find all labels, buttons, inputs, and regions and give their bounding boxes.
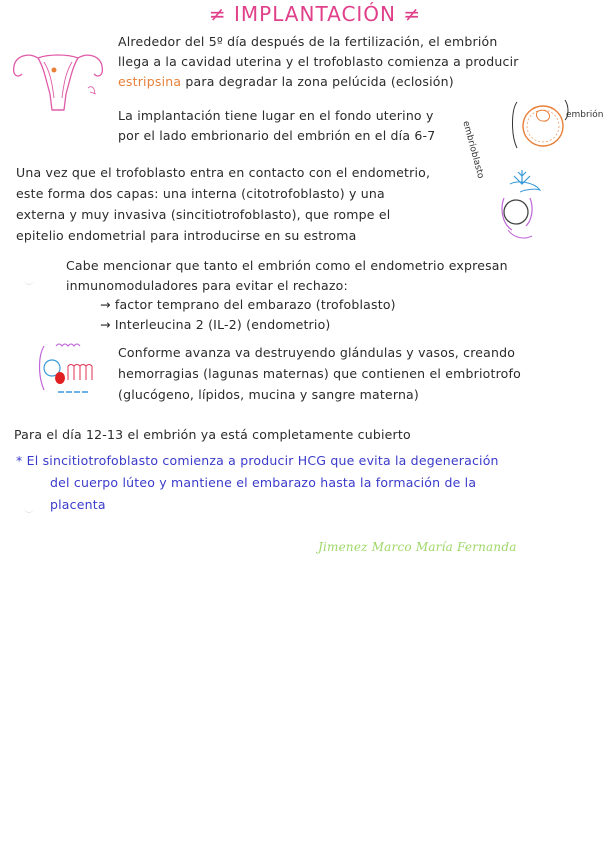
para7-line3: placenta xyxy=(50,497,106,512)
estripsina-highlight: estripsina xyxy=(118,74,182,89)
para4-line2: inmunomoduladores para evitar el rechazo: xyxy=(66,278,348,293)
para1-line3-rest: para degradar la zona pelúcida (eclosión) xyxy=(185,74,454,89)
para4-item1: → factor temprano del embarazo (trofoblasto) xyxy=(100,297,396,312)
para5-line2: hemorragias (lagunas maternas) que contienen el embriotrofo xyxy=(118,366,521,381)
para2-line1: La implantación tiene lugar en el fondo uterino y xyxy=(118,108,434,123)
para3-line2: este forma dos capas: una interna (citotrofoblasto) y una xyxy=(16,186,385,201)
para1-line3 xyxy=(118,74,454,89)
para3-line3: externa y muy invasiva (sincitiotrofoblasto), que rompe el xyxy=(16,207,391,222)
page-title: ≠ IMPLANTACIÓN ≠ xyxy=(208,2,422,26)
binder-hole-mark xyxy=(24,508,34,513)
embrioblasto-label: embrioblasto xyxy=(460,120,486,180)
para3-line1: Una vez que el trofoblasto entra en contacto con el endometrio, xyxy=(16,165,431,180)
binder-hole-mark xyxy=(24,280,34,285)
para4-item2: → Interleucina 2 (IL-2) (endometrio) xyxy=(100,317,331,332)
trophoblast-diagram-icon xyxy=(494,168,556,244)
para3-line4: epitelio endometrial para introducirse en su estroma xyxy=(16,228,357,243)
para6-line1: Para el día 12-13 el embrión ya está completamente cubierto xyxy=(14,427,411,442)
para1-line2: llega a la cavidad uterina y el trofoblasto comienza a producir xyxy=(118,54,519,69)
para5-line3: (glucógeno, lípidos, mucina y sangre materna) xyxy=(118,387,419,402)
para1-line1: Alrededor del 5º día después de la fertilización, el embrión xyxy=(118,34,498,49)
para5-line1: Conforme avanza va destruyendo glándulas y vasos, creando xyxy=(118,345,516,360)
para7-line1: * El sincitiotrofoblasto comienza a producir HCG que evita la degeneración xyxy=(16,453,499,468)
para4-line1: Cabe mencionar que tanto el embrión como el endometrio expresan xyxy=(66,258,508,273)
endometrium-diagram-icon xyxy=(34,340,104,404)
uterus-diagram-icon xyxy=(8,48,108,118)
embrion-label: embrión xyxy=(566,110,604,120)
blastocyst-diagram-icon xyxy=(505,96,575,158)
signature: Jimenez Marco María Fernanda xyxy=(318,540,517,554)
para2-line2: por el lado embrionario del embrión en el día 6-7 xyxy=(118,128,436,143)
para7-line2: del cuerpo lúteo y mantiene el embarazo hasta la formación de la xyxy=(50,475,477,490)
